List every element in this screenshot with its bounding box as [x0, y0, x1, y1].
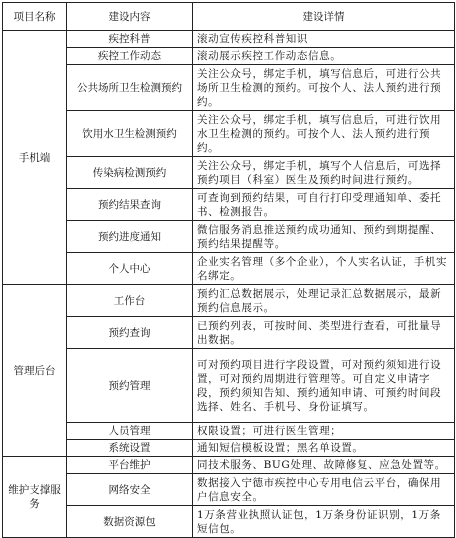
feature-cell: 人员管理 [67, 423, 193, 440]
feature-cell: 数据资源包 [67, 506, 193, 538]
header-row [3, 3, 455, 31]
table-row [3, 474, 455, 506]
table-row [3, 349, 455, 423]
table-row [3, 423, 455, 440]
feature-cell: 工作台 [67, 285, 193, 317]
feature-cell: 个人中心 [67, 253, 193, 285]
table-row [3, 48, 455, 65]
table-row [3, 157, 455, 189]
detail-cell: 预约汇总数据展示，处理记录汇总数据展示，最新预约信息展示。 [193, 285, 455, 317]
feature-cell: 平台维护 [67, 457, 193, 474]
detail-cell: 滚动展示疾控工作动态信息。 [193, 48, 455, 65]
detail-cell: 同技术服务、BUG处理、故障修复、应急处置等。 [193, 457, 455, 474]
detail-cell: 关注公众号，绑定手机，填写信息后，可进行饮用水卫生检测的预约。可按个人、法人预约进行预约。 [193, 111, 455, 157]
feature-cell: 公共场所卫生检测预约 [67, 65, 193, 111]
header-project-name: 项目名称 [3, 3, 67, 31]
table-row [3, 189, 455, 221]
detail-cell: 已预约列表，可按时间、类型进行查看，可批量导出数据。 [193, 317, 455, 349]
detail-cell: 1万条营业执照认证包，1万条身份证识别，1万条短信包。 [193, 506, 455, 538]
feature-cell: 预约结果查询 [67, 189, 193, 221]
table-row [3, 285, 455, 317]
feature-cell: 疾控工作动态 [67, 48, 193, 65]
detail-cell: 微信服务消息推送预约成功通知、预约到期提醒、预约结果提醒等。 [193, 221, 455, 253]
table-row [3, 65, 455, 111]
table-row [3, 253, 455, 285]
feature-cell: 传染病检测预约 [67, 157, 193, 189]
detail-cell: 关注公众号，绑定手机，填写个人信息后，可选择预约项目（科室）医生及预约时间进行预约。 [193, 157, 455, 189]
header-details: 建设详情 [193, 3, 455, 31]
project-table [2, 2, 455, 538]
detail-cell: 数据接入宁德市疾控中心专用电信云平台，确保用户信息安全。 [193, 474, 455, 506]
feature-cell: 疾控科普 [67, 31, 193, 48]
feature-cell: 预约查询 [67, 317, 193, 349]
detail-cell: 关注公众号，绑定手机，填写信息后，可进行公共场所卫生检测的预约。可按个人、法人预约进行预约。 [193, 65, 455, 111]
feature-cell: 预约管理 [67, 349, 193, 423]
feature-cell: 饮用水卫生检测预约 [67, 111, 193, 157]
table-row [3, 440, 455, 457]
header-content: 建设内容 [67, 3, 193, 31]
detail-cell: 企业实名管理（多个企业），个人实名认证，手机实名绑定。 [193, 253, 455, 285]
table-row [3, 221, 455, 253]
detail-cell: 可查询到预约结果，可自行打印受理通知单、委托书、检测报告。 [193, 189, 455, 221]
table-row [3, 457, 455, 474]
table-body [3, 31, 455, 538]
table-row [3, 317, 455, 349]
feature-cell: 系统设置 [67, 440, 193, 457]
detail-cell: 滚动宣传疾控科普知识 [193, 31, 455, 48]
detail-cell: 通知短信模板设置；黑名单设置。 [193, 440, 455, 457]
table-row [3, 506, 455, 538]
table-row [3, 31, 455, 48]
feature-cell: 网络安全 [67, 474, 193, 506]
feature-cell: 预约进度通知 [67, 221, 193, 253]
detail-cell: 可对预约项目进行字段设置，可对预约须知进行设置，可对预约周期进行管理等。可自定义申请字段，预约须知告知、预约通知申请、可预约时间段选择、姓名、手机号、身份证填写。 [193, 349, 455, 423]
group-name-cell: 维护支撑服务 [3, 457, 67, 538]
table-row [3, 111, 455, 157]
group-name-cell: 管理后台 [3, 285, 67, 457]
group-name-cell: 手机端 [3, 31, 67, 285]
detail-cell: 权限设置；可进行医生管理； [193, 423, 455, 440]
